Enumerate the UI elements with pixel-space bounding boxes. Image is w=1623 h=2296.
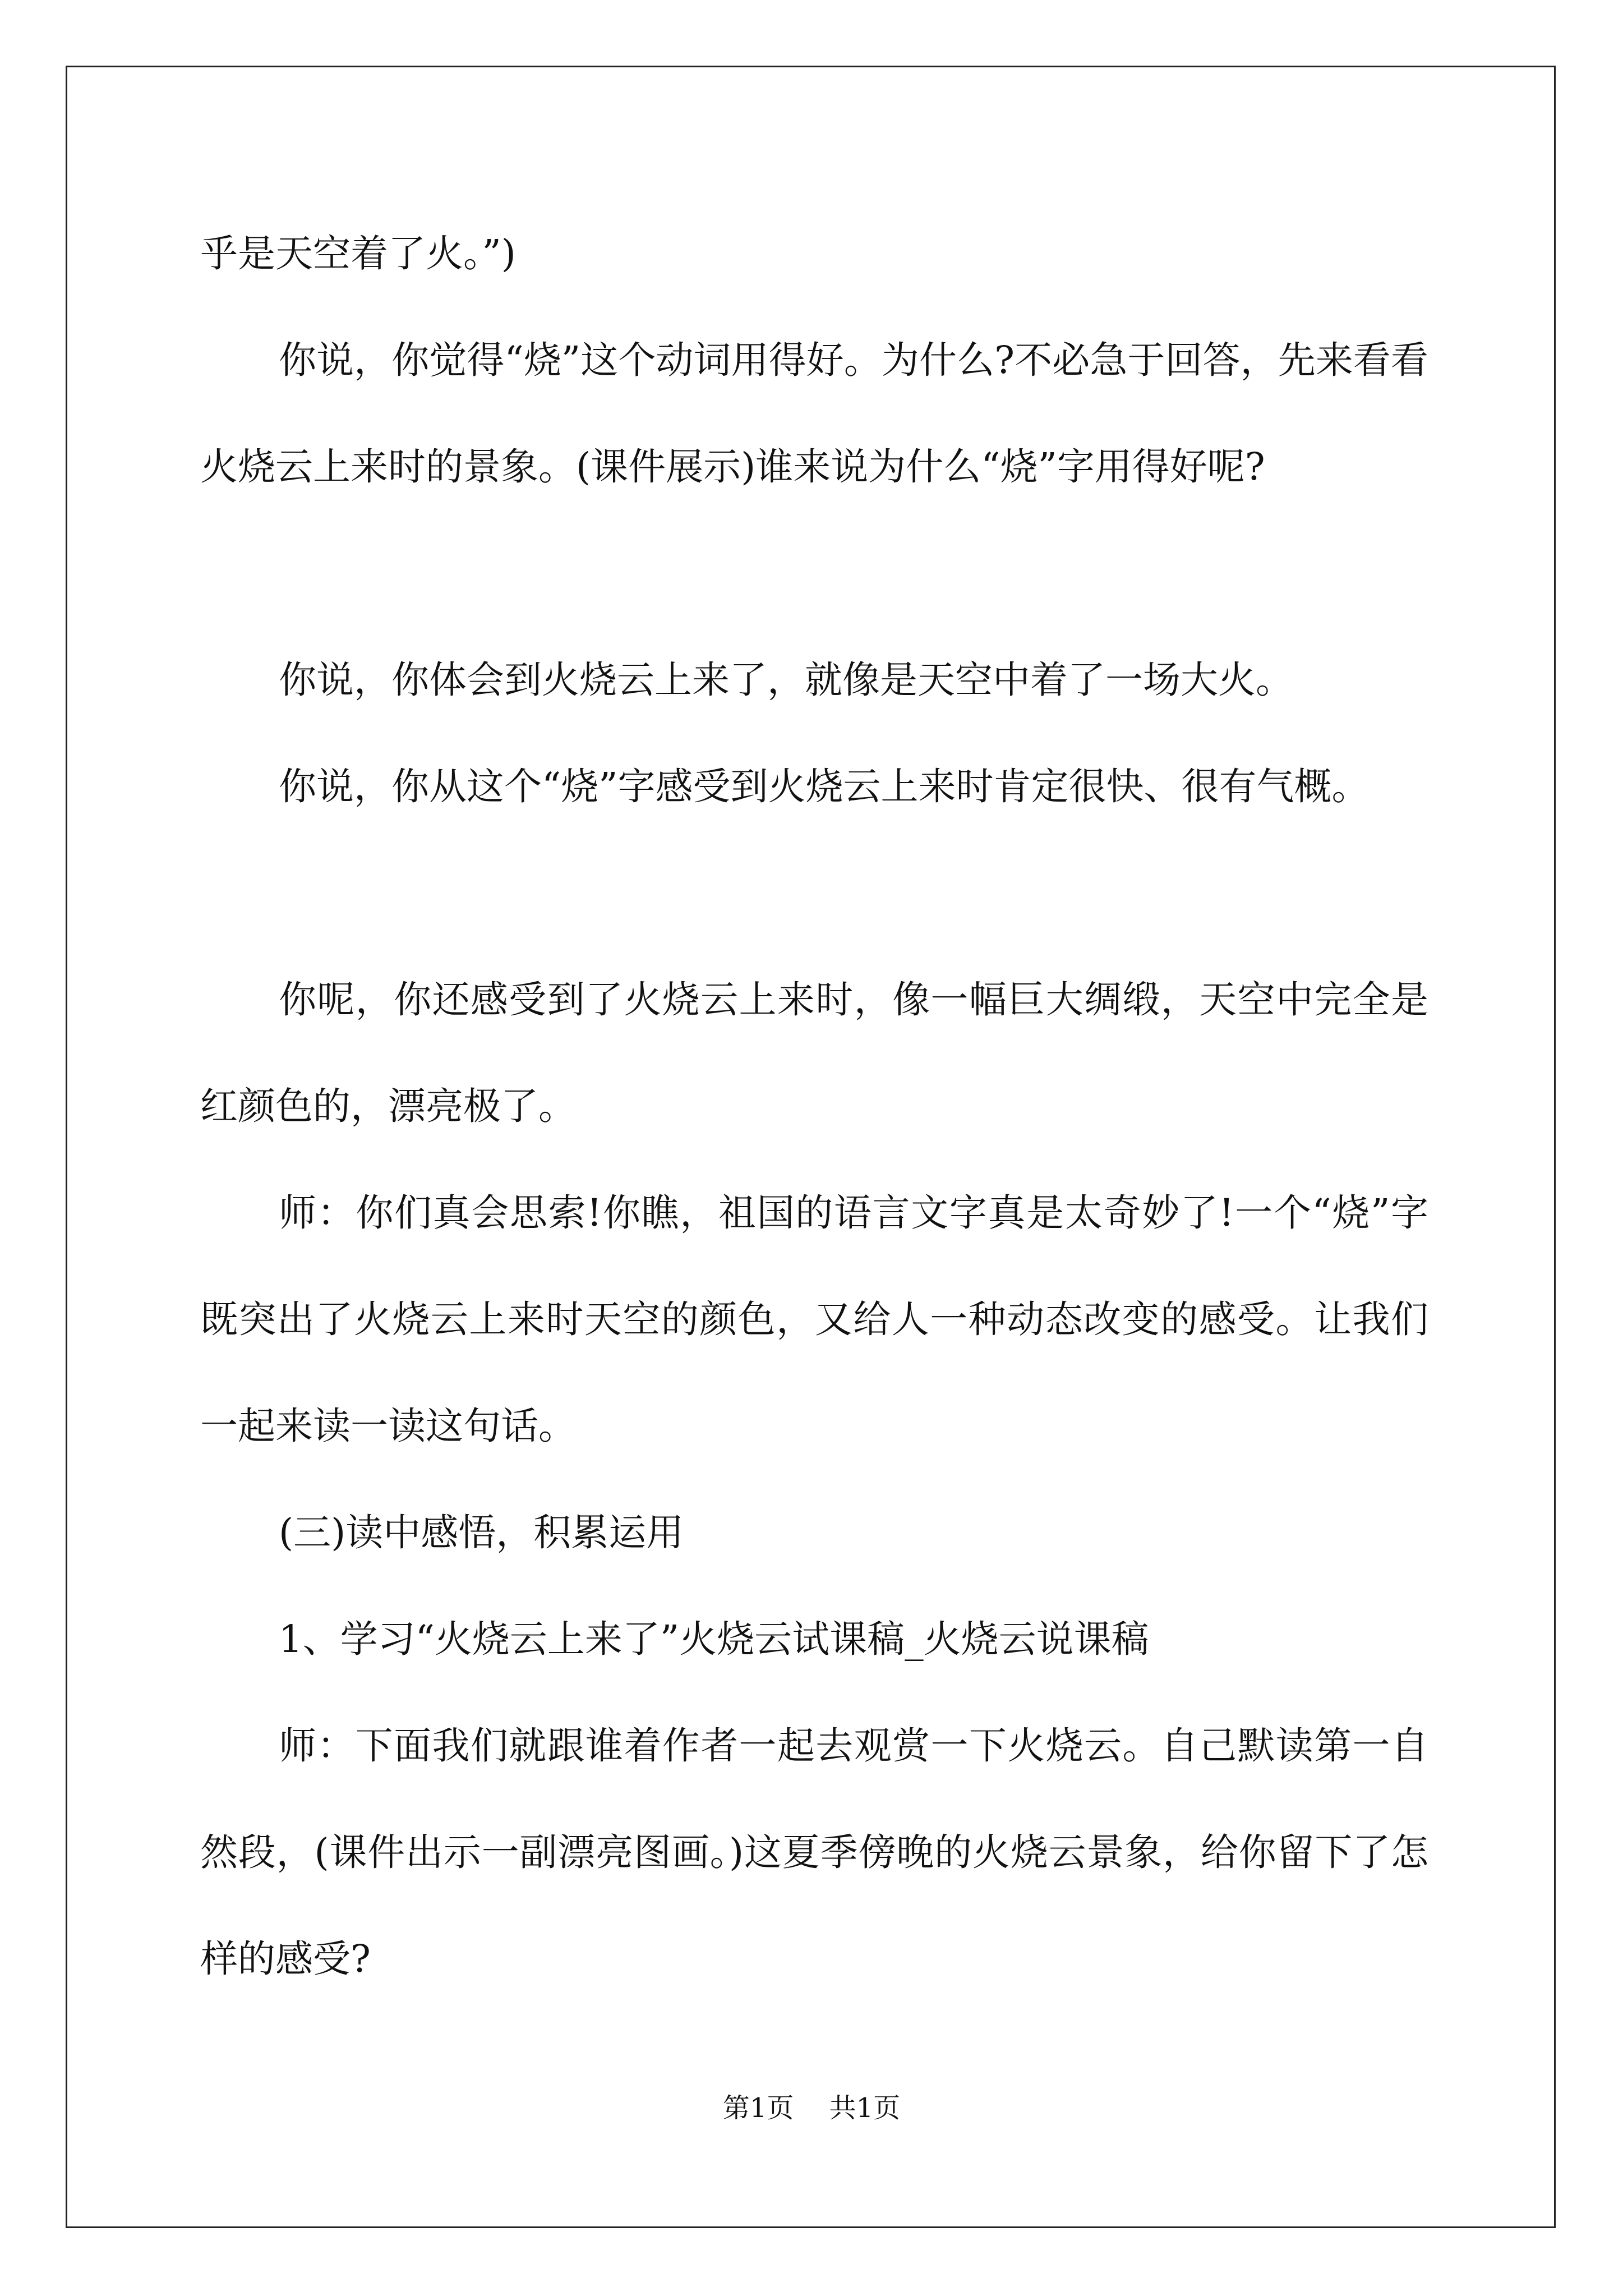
paragraph-teacher-summary: 师：你们真会思索!你瞧，祖国的语言文字真是太奇妙了!一个“烧”字既突出了火烧云上来时天空的颜色，又给人一种动态改变的感受。让我们一起来读一读这句话。 bbox=[200, 1191, 1428, 1448]
page-number-total: 共1页 bbox=[829, 2092, 901, 2124]
subsection-heading-learning: 1、学习“火烧云上来了”火烧云试课稿_火烧云说课稿 bbox=[279, 1617, 1149, 1661]
paragraph-sky-on-fire: 你说，你体会到火烧云上来了，就像是天空中着了一场大火。 bbox=[279, 658, 1293, 702]
paragraph-silent-reading: 师：下面我们就跟谁着作者一起去观赏一下火烧云。自己默读第一自然段，(课件出示一副漂亮图画。)这夏季傍晚的火烧云景象，给你留下了怎样的感受? bbox=[200, 1724, 1428, 1981]
paragraph-fast-momentum: 你说，你从这个“烧”字感受到火烧云上来时肯定很快、很有气概。 bbox=[279, 765, 1370, 808]
paragraph-shao-verb-question: 你说，你觉得“烧”这个动词用得好。为什么?不必急于回答，先来看看火烧云上来时的景象。(课件展示)谁来说为什么“烧”字用得好呢? bbox=[200, 338, 1428, 489]
page-number-current: 第1页 bbox=[722, 2092, 794, 2124]
section-heading-reading-practice: (三)读中感悟，积累运用 bbox=[279, 1511, 684, 1554]
paragraph-continuation: 乎是天空着了火。”) bbox=[200, 232, 516, 275]
page-footer bbox=[0, 2091, 1623, 2125]
paragraph-red-satin: 你呢，你还感受到了火烧云上来时，像一幅巨大绸缎，天空中完全是红颜色的，漂亮极了。 bbox=[200, 978, 1428, 1128]
